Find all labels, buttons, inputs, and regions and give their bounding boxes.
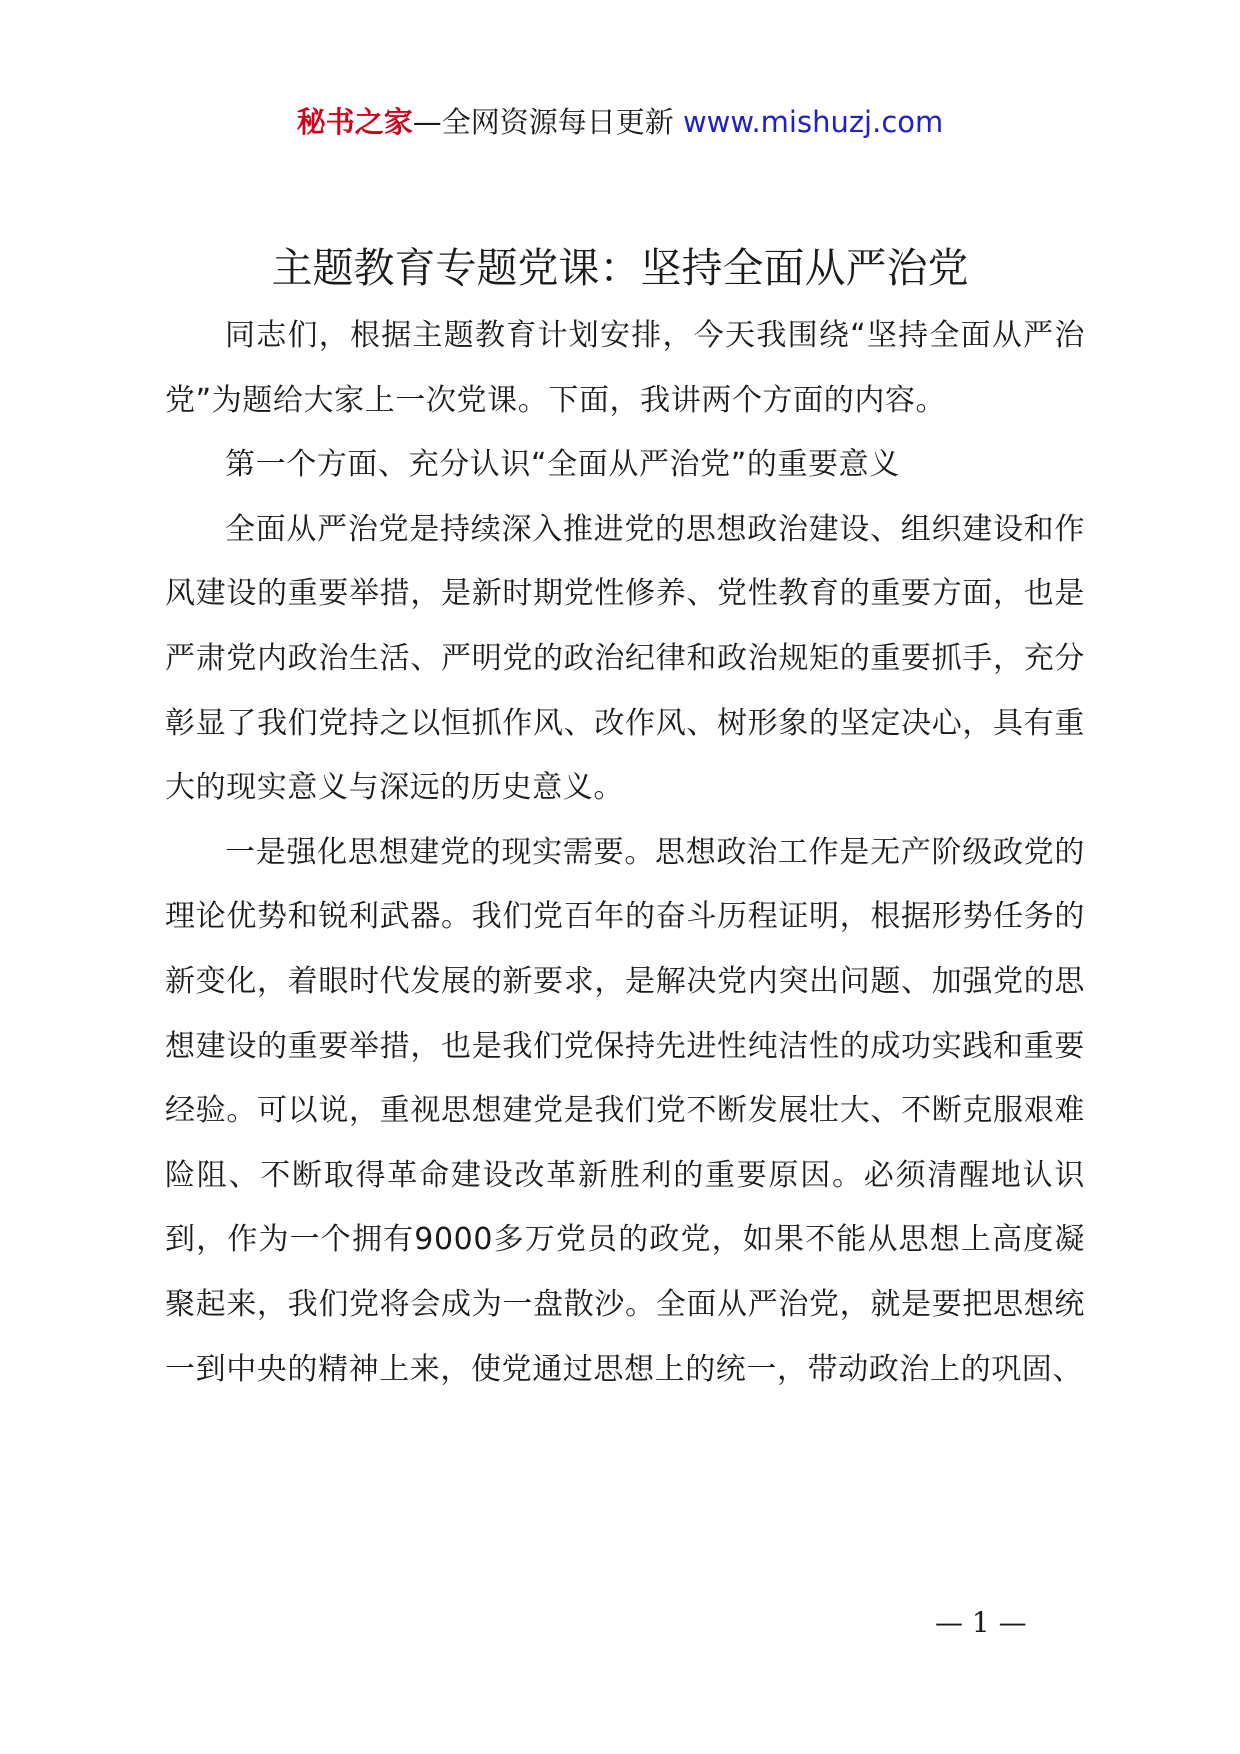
body-paragraph: 全面从严治党是持续深入推进党的思想政治建设、组织建设和作风建设的重要举措，是新时期党性修养、党性教育的重要方面，也是严肃党内政治生活、严明党的政治纪律和政治规矩的重要抓手，充分彰显了我们党持之以恒抓作风、改作风、树形象的坚定决心，具有重大的现实意义与深远的历史意义。 <box>165 511 1085 806</box>
document-body <box>165 304 1085 1402</box>
site-brand: 秘书之家 <box>296 105 413 139</box>
site-tagline: —全网资源每日更新 <box>412 105 674 139</box>
section-heading: 第一个方面、充分认识“全面从严治党”的重要意义 <box>225 447 900 483</box>
document-title: 主题教育专题党课：坚持全面从严治党 <box>271 244 969 292</box>
site-url-link[interactable]: www.mishuzj.com <box>682 105 944 139</box>
site-header <box>0 100 1240 144</box>
intro-paragraph: 同志们，根据主题教育计划安排，今天我围绕“坚持全面从严治党”为题给大家上一次党课。下面，我讲两个方面的内容。 <box>165 318 1085 418</box>
page-number: — 1 — <box>935 1606 1027 1639</box>
body-paragraph: 一是强化思想建党的现实需要。思想政治工作是无产阶级政党的理论优势和锐利武器。我们党百年的奋斗历程证明，根据形势任务的新变化，着眼时代发展的新要求，是解决党内突出问题、加强党的思想建设的重要举措，也是我们党保持先进性纯洁性的成功实践和重要经验。可以说，重视思想建党是我们党不断发展壮大、不断克服艰难险阻、不断取得革命建设改革新胜利的重要原因。必须清醒地认识到，作为一个拥有9000多万党员的政党，如果不能从思想上高度凝聚起来，我们党将会成为一盘散沙。全面从严治党，就是要把思想统一到中央的精神上来，使党通过思想上的统一，带动政治上的巩固、 <box>165 834 1085 1387</box>
